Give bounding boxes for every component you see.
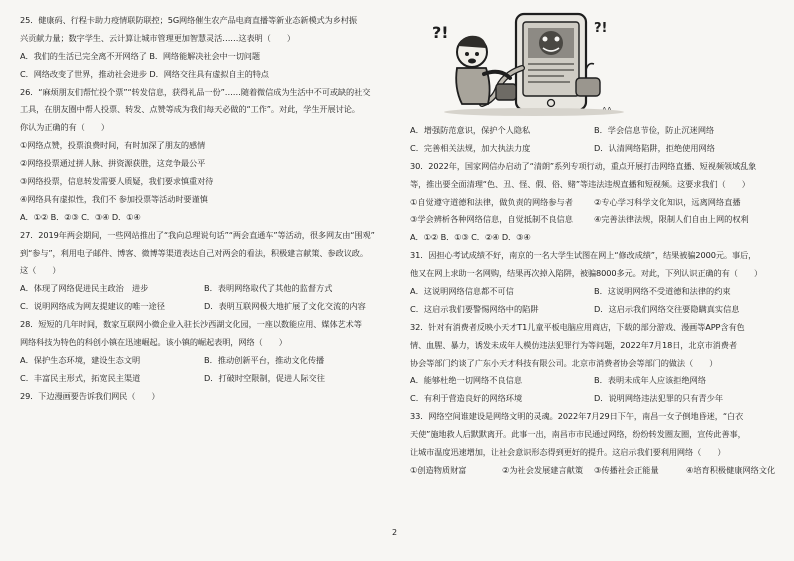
q33-stem-3: 让城市温度迅速增加，让社会意识形态得到更好的提升。这启示我们要利用网络（ ） (410, 447, 726, 458)
q28-stem-2: 网络科技为特色的科创小镇在迅速崛起。该小镇的崛起表明，网络（ ） (20, 337, 287, 348)
right-column (410, 14, 778, 482)
q25-stem-1: 25．健康码、行程卡助力疫情联防联控；5G网络催生农产品电商直播等新业态新模式为乡村振 (20, 15, 357, 25)
q27-option-b: B．表明网络取代了其他的监督方式 (204, 283, 333, 294)
q27-option-a: A．体现了网络促进民主政治 进步 (20, 283, 149, 294)
q31-option-d: D．这启示我们网络交往要隐瞒真实信息 (594, 303, 740, 314)
q26-stem-3: 你认为正确的有（ ） (20, 122, 109, 133)
q29-option-d: D．认清网络陷阱，拒绝使用网络 (594, 142, 715, 153)
q33-stem-2: 天使”施地救人后默默离开。此事一出，南昌市市民通过网络，纷纷转发圈友圈，宣传此善事， (410, 429, 746, 440)
q32-options-row-2 (410, 392, 778, 405)
cartoon-label-1: ?! (432, 23, 449, 42)
q29-option-a: A．增强防范意识，保护个人隐私 (410, 125, 531, 135)
q28-option-a: A．保护生态环境，建设生态文明 (20, 354, 141, 365)
q32-option-c: C．有利于营造良好的网络环境 (410, 393, 523, 404)
q32-option-d: D．说明网络违法犯罪的只有青少年 (594, 393, 724, 404)
q30-stem-2: 等，推出要全面清理“色、丑、怪、假、俗、赌”等违法违规直播和短视频。这要求我们（ ） (410, 178, 750, 189)
q29-options-row-2 (410, 142, 778, 155)
q27-option-c: C．说明网络成为网友提建议的唯一途径 (20, 301, 165, 312)
q30-options: A．①② B．①③ C．②④ D．③④ (410, 232, 531, 243)
q27-option-d: D．表明互联网极大地扩展了文化交流的内容 (204, 301, 366, 312)
q26-statement-3: ③网络投票，信息转发需要人质疑，我们要求慎重对待 (20, 176, 214, 187)
q32-stem-1: 32．针对有消费者反映小天才T1儿童平板电脑应用商店，下载的部分游戏、漫画等APP含有色 (410, 321, 745, 332)
q33-option-4: ④培育积极健康网络文化 (686, 464, 776, 475)
q30-statements-row-1 (410, 196, 778, 209)
cartoon-phone-trap-icon (424, 8, 634, 120)
q28-options-row-1 (20, 354, 388, 367)
q33-options-row (410, 464, 778, 477)
q29-stem: 29．下边漫画要告诉我们网民（ ） (20, 390, 160, 401)
q25-options-cd: C．网络改变了世界，推动社会进步 D．网络交往具有虚拟自主的特点 (20, 68, 269, 79)
q33-option-3: ③传播社会正能量 (594, 464, 659, 475)
q30-statements-row-2 (410, 213, 778, 226)
q32-stem-3: 协会等部门约谈了广东小天才科技有限公司。北京市消费者协会等部门的做法（ ） (410, 357, 718, 368)
q29-option-c: C．完善相关法规，加大执法力度 (410, 142, 531, 153)
q31-options-row-2 (410, 303, 778, 316)
q31-option-a: A．这说明网络信息都不可信 (410, 286, 514, 297)
q28-stem-1: 28．短短的几年时间，数家互联网小微企业入驻长沙西湖文化园，一座以数能应用、媒体艺术等 (20, 319, 362, 330)
q27-stem-3: 这（ ） (20, 265, 61, 276)
q26-stem-1: 26．“麻烦朋友们帮忙投个票”“转发信息，获得礼品一份”……随着微信成为生活中不可或缺的社交 (20, 86, 371, 97)
q30-statement-3: ③学会辨析各种网络信息，自觉抵制不良信息 (410, 214, 573, 225)
q29-option-b: B．学会信息节俭，防止沉迷网络 (594, 125, 715, 135)
cartoon-label-2: ?! (594, 21, 608, 36)
q26-statement-1: ①网络点赞，投票浪费时间，有时加深了朋友的感情 (20, 140, 206, 151)
q28-option-d: D．打破时空限制，促进人际交往 (204, 372, 325, 383)
q29-options-row-1 (410, 124, 778, 137)
q33-stem-1: 33．网络空间谁建设是网络文明的灵魂。2022年7月29日下午，南昌一女子倒地昏迷，“白衣 (410, 411, 744, 422)
q27-options-row-2 (20, 300, 388, 313)
page-number: 2 (392, 528, 398, 537)
q32-stem-2: 情、血腥、暴力，诱发未成年人模仿违法犯罪行为等问题，2022年7月18日，北京市消费者 (410, 339, 737, 350)
q26-options: A．①② B．②③ C．③④ D．①④ (20, 211, 141, 222)
q32-options-row-1 (410, 374, 778, 387)
q30-statement-1: ①自觉遵守道德和法律，做负责的网络参与者 (410, 196, 573, 207)
q31-option-c: C．这启示我们要警惕网络中的陷阱 (410, 303, 539, 314)
q26-statement-2: ②网络投票通过拼人脉、拼资源获胜，这竞争最公平 (20, 158, 206, 169)
q30-statement-4: ④完善法律法规，限制人们自由上网的权利 (594, 214, 749, 225)
q33-option-1: ①创造物质财富 (410, 464, 467, 475)
q33-option-2: ②为社会发展建言献策 (502, 464, 584, 475)
q31-options-row-1 (410, 285, 778, 298)
q27-options-row-1 (20, 282, 388, 295)
q28-option-c: C．丰富民主形式，拓宽民主渠道 (20, 372, 141, 383)
q28-option-b: B．推动创新平台，推动文化传播 (204, 354, 325, 365)
q31-stem-1: 31．因担心考试成绩不好，南京的一名大学生试图在网上“修改成绩”，结果被骗2000元。事后， (410, 250, 757, 261)
q25-options-ab: A．我们的生活已完全离不开网络了 B．网络能解决社会中一切问题 (20, 50, 260, 61)
q26-statement-4: ④网络具有虚拟性，我们不 参加投票等活动时要谨慎 (20, 193, 208, 204)
q27-stem-2: 到“参与”，利用电子邮件、博客、微博等渠道表达自己对两会的看法，积极建言献策、参政议政。 (20, 247, 368, 258)
q27-stem-1: 27．2019年两会期间，一些网站推出了“我向总理说句话”“两会直通车”等活动，很多网友由“围观” (20, 229, 375, 240)
q32-option-b: B．表明未成年人应该拒绝网络 (594, 375, 707, 386)
q30-statement-2: ②专心学习科学文化知识，远离网络直播 (594, 196, 741, 207)
cartoon-illustration (410, 14, 778, 118)
q28-options-row-2 (20, 372, 388, 385)
q30-stem-1: 30．2022年，国家网信办启动了“清朗”系列专项行动，重点开展打击网络直播、短视频领域乱象 (410, 160, 757, 171)
q26-stem-2: 工具，在朋友圈中帮人投票、转发、点赞等成为我们每天必做的“工作”。对此，学生开展讨论。 (20, 104, 360, 115)
q32-option-a: A．能够杜绝一切网络不良信息 (410, 375, 523, 386)
q25-stem-2: 兴贡献力量；数字学生、云计算让城市管理更加智慧灵活……这表明（ ） (20, 32, 295, 43)
q31-option-b: B．这说明网络不受道德和法律的约束 (594, 286, 731, 297)
q31-stem-2: 他又在网上求助一名网购，结果再次掉入陷阱，被骗8000多元。对此，下列认识正确的有（ ） (410, 268, 763, 279)
left-column (20, 14, 388, 408)
